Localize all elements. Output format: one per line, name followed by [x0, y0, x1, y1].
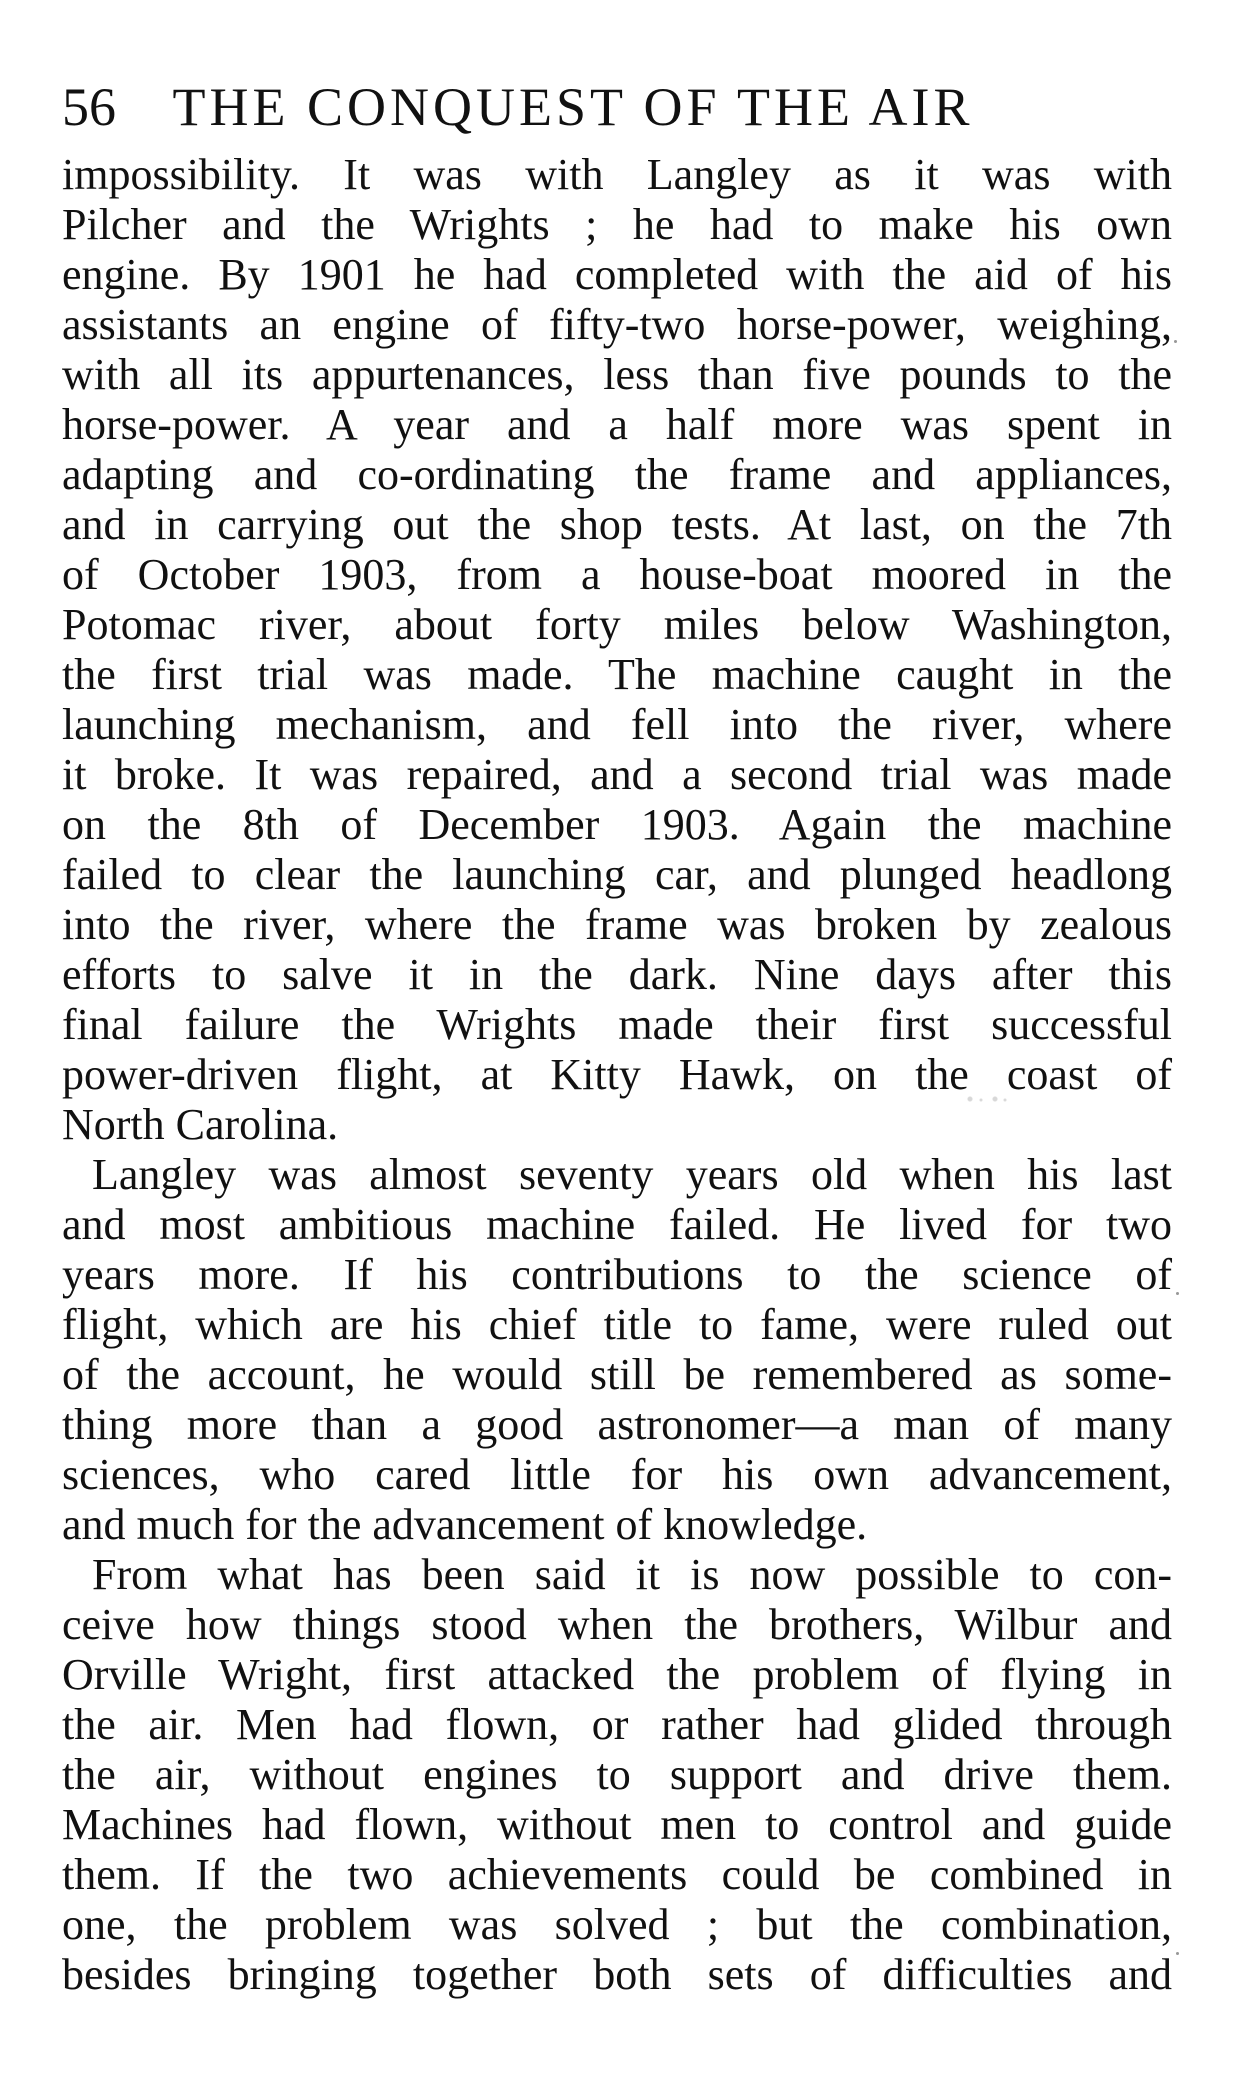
- text-line: with all its appurtenances, less than five pounds to the: [62, 350, 1172, 399]
- text-line: impossibility. It was with Langley as it was with: [62, 150, 1172, 199]
- page-number: 56: [62, 77, 116, 137]
- text-line: and in carrying out the shop tests. At last, on the 7th: [62, 500, 1172, 549]
- text-line: the air, without engines to support and drive them.: [62, 1750, 1172, 1799]
- paragraph-3: [62, 1550, 1172, 2000]
- text-line: final failure the Wrights made their first successful: [62, 1000, 1172, 1049]
- running-head: [62, 72, 1172, 142]
- text-line: ceive how things stood when the brothers, Wilbur and: [62, 1600, 1172, 1649]
- text-line: Orville Wright, first attacked the problem of flying in: [62, 1650, 1172, 1699]
- text-line: flight, which are his chief title to fame, were ruled out: [62, 1300, 1172, 1349]
- text-line: into the river, where the frame was broken by zealous: [62, 900, 1172, 949]
- scan-speck: [1176, 1292, 1179, 1295]
- scan-speck: [1174, 340, 1177, 343]
- text-line: of the account, he would still be remembered as some-: [62, 1350, 1172, 1399]
- text-line: Pilcher and the Wrights ; he had to make his own: [62, 200, 1172, 249]
- paragraph-1: [62, 150, 1172, 1150]
- text-line: Potomac river, about forty miles below Washington,: [62, 600, 1172, 649]
- text-line: years more. If his contributions to the science of: [62, 1250, 1172, 1299]
- text-line: of October 1903, from a house-boat moored in the: [62, 550, 1172, 599]
- scan-speck: [1176, 1952, 1179, 1955]
- running-title: THE CONQUEST OF THE AIR: [172, 77, 974, 137]
- text-line: power-driven flight, at Kitty Hawk, on the coast of: [62, 1050, 1172, 1099]
- text-line: adapting and co-ordinating the frame and appliances,: [62, 450, 1172, 499]
- text-line: efforts to salve it in the dark. Nine days after this: [62, 950, 1172, 999]
- text-line: the first trial was made. The machine caught in the: [62, 650, 1172, 699]
- text-line: Langley was almost seventy years old when his last: [92, 1150, 1172, 1199]
- text-line: sciences, who cared little for his own advancement,: [62, 1450, 1172, 1499]
- text-line: and most ambitious machine failed. He lived for two: [62, 1200, 1172, 1249]
- text-line: besides bringing together both sets of difficulties and: [62, 1950, 1172, 1999]
- text-line: thing more than a good astronomer—a man of many: [62, 1400, 1172, 1449]
- paragraph-2: [62, 1150, 1172, 1550]
- text-line: and much for the advancement of knowledge.: [62, 1500, 868, 1549]
- body-text: [62, 150, 1172, 2000]
- text-line: North Carolina.: [62, 1100, 339, 1149]
- text-line: launching mechanism, and fell into the river, where: [62, 700, 1172, 749]
- text-line: one, the problem was solved ; but the combination,: [62, 1900, 1172, 1949]
- text-line: on the 8th of December 1903. Again the machine: [62, 800, 1172, 849]
- text-line: it broke. It was repaired, and a second trial was made: [62, 750, 1172, 799]
- text-line: Machines had flown, without men to control and guide: [62, 1800, 1172, 1849]
- text-line: the air. Men had flown, or rather had glided through: [62, 1700, 1172, 1749]
- text-line: failed to clear the launching car, and plunged headlong: [62, 850, 1172, 899]
- text-line: From what has been said it is now possible to con-: [92, 1550, 1172, 1599]
- text-line: horse-power. A year and a half more was spent in: [62, 400, 1172, 449]
- text-line: them. If the two achievements could be combined in: [62, 1850, 1172, 1899]
- text-line: engine. By 1901 he had completed with the aid of his: [62, 250, 1172, 299]
- text-line: assistants an engine of fifty-two horse-power, weighing,: [62, 300, 1172, 349]
- scan-smudge: [965, 1096, 1011, 1102]
